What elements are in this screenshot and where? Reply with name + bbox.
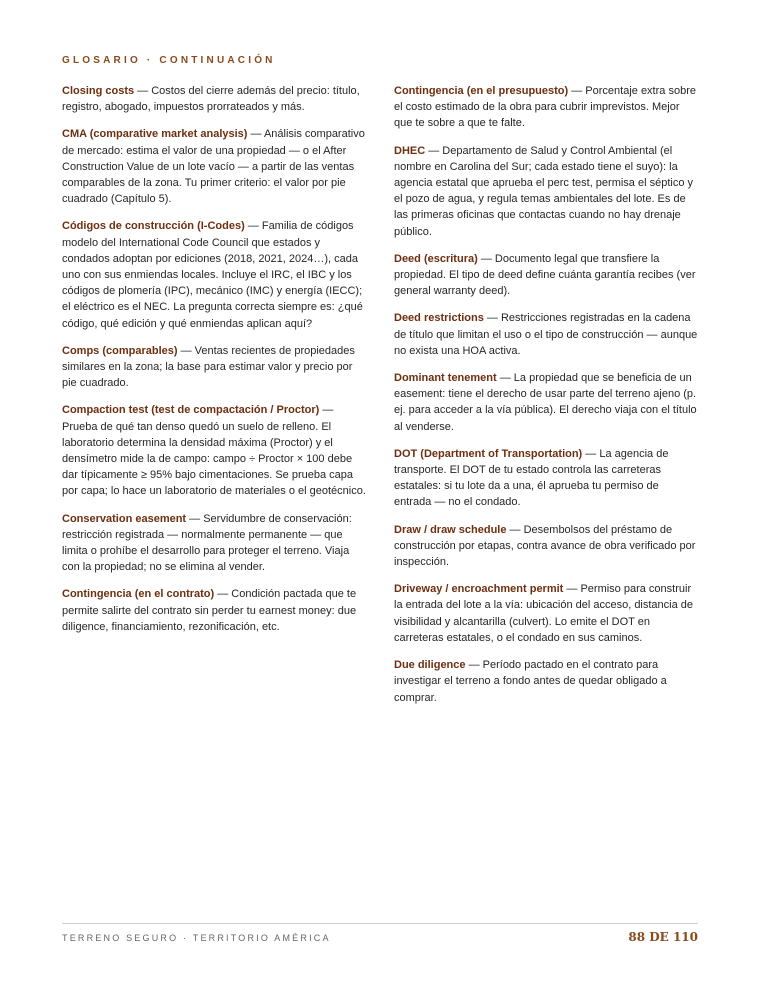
glossary-entry (394, 83, 698, 132)
glossary-entry (394, 581, 698, 646)
page-number: 88 DE 110 (628, 930, 698, 944)
glossary-definition: — Servidumbre de conservación: restricción registrada — normalmente permanente — que limita o prohíbe el desarrollo para proteger el terreno. Viaja con la propiedad; no se elimina al vender. (62, 512, 352, 574)
glossary-definition: — Período pactado en el contrato para investigar el terreno a fondo antes de quedar obligado a comprar. (394, 659, 667, 704)
footer-divider (62, 923, 698, 924)
glossary-definition: — Permiso para construir la entrada del lote a la vía: ubicación del acceso, distancia de visibilidad y alcantarilla (culvert). Lo emite el DOT en carreteras estatales, o el condado en sus caminos. (394, 583, 694, 644)
glossary-definition: — Desembolsos del préstamo de construcción por etapas, contra avance de obra verificado por inspección. (394, 523, 696, 569)
glossary-term: Códigos de construcción (I-Codes) (62, 220, 245, 233)
glossary-term: Dominant tenement (394, 372, 497, 385)
glossary-term: Draw / draw schedule (394, 523, 507, 536)
glossary-entry (62, 126, 366, 207)
glossary-term: Deed restrictions (394, 312, 484, 325)
glossary-left-column (62, 83, 366, 717)
glossary-term: Compaction test (test de compactación / Proctor) (62, 404, 320, 417)
glossary-definition: — Departamento de Salud y Control Ambiental (el nombre en Carolina del Sur; cada estado tiene el suyo): la agencia estatal que aprueba el perc test, permisa el séptico y el pozo de agua, y regula temas ambientales del lote. Es de las primeras oficinas que contactas cuando no hay drenaje público. (394, 144, 694, 238)
glossary-definition: — Prueba de qué tan denso quedó un suelo de relleno. El laboratorio determina la densidad máxima (Proctor) y el densímetro mide la de campo: campo ÷ Proctor × 100 debe dar típicamente ≥ 95% bajo cimentaciones. Se prueba capa por capa; lo hace un laboratorio de materiales o el geotécnico. (62, 404, 366, 498)
glossary-entry (394, 657, 698, 706)
glossary-columns (62, 83, 698, 717)
glossary-definition: — Análisis comparativo de mercado: estima el valor de una propiedad — o el After Construction Value de un lote vacío — a partir de las ventas comparables de la zona. Tu primer criterio: el valor por pie cuadrado (Capítulo 5). (62, 128, 365, 206)
glossary-definition: — La agencia de transporte. El DOT de tu estado controla las carreteras estatales: si tu lote da a una, él aprueba tu permiso de entrada — no el condado. (394, 447, 669, 509)
glossary-term: Due diligence (394, 659, 466, 672)
glossary-term: DOT (Department of Transportation) (394, 447, 583, 460)
glossary-entry (62, 402, 366, 499)
section-header: GLOSARIO · CONTINUACIÓN (62, 55, 276, 66)
glossary-entry (394, 522, 698, 571)
glossary-entry (394, 251, 698, 300)
glossary-definition: — Familia de códigos modelo del International Code Council que estados y condados adoptan por ediciones (2018, 2021, 2024…), cada uno con sus enmiendas locales. Incluye el IRC, el IBC y los códigos de plomería (IPC), mecánico (IMC) y energía (IECC); el eléctrico es el NEC. La pregunta correcta siempre es: ¿qué código, qué edición y qué enmiendas aplican aquí? (62, 220, 363, 330)
glossary-definition: — Ventas recientes de propiedades similares en la zona; la base para estimar valor y precio por pie cuadrado. (62, 344, 355, 390)
glossary-term: DHEC (394, 144, 426, 157)
glossary-entry (394, 143, 698, 240)
glossary-term: Driveway / encroachment permit (394, 583, 564, 596)
glossary-term: Conservation easement (62, 512, 187, 525)
glossary-definition: — Restricciones registradas en la cadena de título que limitan el uso o el tipo de construcción — aunque no exista una HOA activa. (394, 312, 698, 357)
glossary-entry (62, 511, 366, 576)
glossary-entry (62, 83, 366, 115)
glossary-term: CMA (comparative market analysis) (62, 128, 248, 141)
glossary-term: Deed (escritura) (394, 252, 478, 265)
glossary-entry (62, 586, 366, 635)
glossary-term: Closing costs (62, 85, 135, 97)
footer-book-title: TERRENO SEGURO · TERRITORIO AMÉRICA (62, 933, 331, 943)
glossary-definition: — Porcentaje extra sobre el costo estimado de la obra para cubrir imprevistos. Mejor que te sobre a que te falte. (394, 85, 696, 130)
glossary-definition: — Costos del cierre además del precio: título, registro, abogado, impuestos prorrateados y más. (62, 85, 360, 114)
glossary-entry (62, 218, 366, 331)
glossary-term: Contingencia (en el contrato) (62, 588, 215, 601)
glossary-entry (62, 343, 366, 392)
glossary-definition: — Documento legal que transfiere la propiedad. El tipo de deed define cuánta garantía recibes (ver general warranty deed). (394, 252, 696, 298)
glossary-term: Comps (comparables) (62, 344, 178, 357)
glossary-definition: — Condición pactada que te permite salirte del contrato sin perder tu earnest money: due diligence, financiamiento, rezonificación, etc. (62, 588, 357, 633)
glossary-entry (394, 446, 698, 511)
glossary-entry (394, 310, 698, 359)
glossary-term: Contingencia (en el presupuesto) (394, 85, 569, 97)
glossary-entry (394, 370, 698, 435)
glossary-right-column (394, 83, 698, 717)
glossary-definition: — La propiedad que se beneficia de un easement: tiene el derecho de usar parte del terreno ajeno (p. ej. para acceder a la vía pública). El derecho viaja con el título al venderse. (394, 372, 697, 433)
